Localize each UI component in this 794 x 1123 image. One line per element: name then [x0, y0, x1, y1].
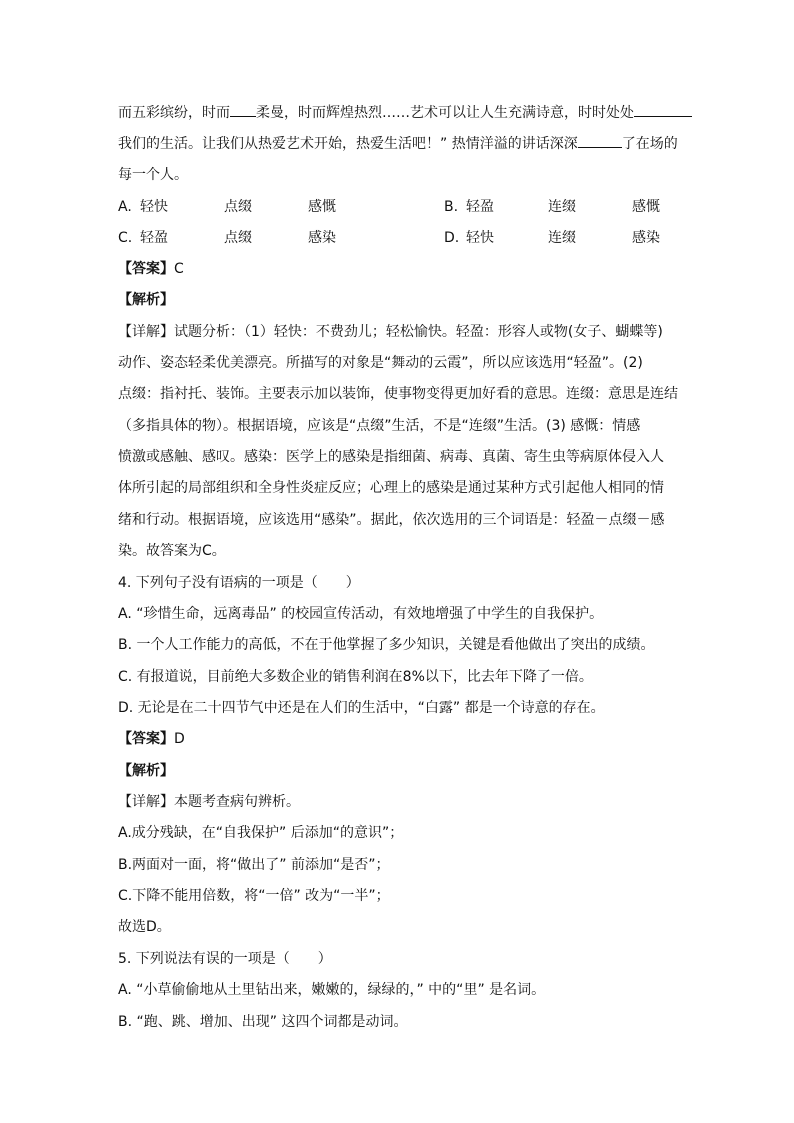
q3-option-d-word-2: 连缀 — [548, 230, 576, 246]
q4-answer — [118, 729, 185, 749]
answer-label: 【答案】 — [118, 731, 174, 747]
q3-detail-line: 点缀：指衬托、装饰。主要表示加以装饰，使事物变得更加好看的意思。连缀：意思是连结 — [118, 386, 678, 402]
q3-option-c-letter: C. — [118, 230, 133, 246]
q5-stem: 5. 下列说法有误的一项是（ ） — [118, 951, 332, 967]
q4-analysis-label: 【解析】 — [118, 763, 174, 779]
q5-option-a: A. “小草偷偷地从土里钻出来，嫩嫩的，绿绿的，” 中的“里” 是名词。 — [118, 982, 546, 998]
q4-option-c: C. 有报道说，目前绝大多数企业的销售利润在8%以下，比去年下降了一倍。 — [118, 669, 593, 685]
q3-detail-line: 愤激或感触、感叹。感染：医学上的感染是指细菌、病毒、真菌、寄生虫等病原体侵入人 — [118, 449, 664, 465]
q3-stem-text: 柔曼，时而辉煌热烈……艺术可以让人生充满诗意，时时处处 — [256, 105, 634, 121]
fill-blank-3 — [578, 133, 622, 148]
fill-blank-2 — [634, 102, 692, 117]
q4-option-b: B. 一个人工作能力的高低，不在于他掌握了多少知识，关键是看他做出了突出的成绩。 — [118, 637, 655, 653]
q4-detail-line: B.两面对一面，将“做出了” 前添加“是否”； — [118, 857, 390, 873]
q3-option-c-word-3: 感染 — [308, 230, 336, 246]
q4-detail-line: 故选D。 — [118, 919, 171, 935]
q3-option-a-word-1: 轻快 — [140, 199, 168, 215]
q3-option-a-letter: A. — [118, 199, 132, 215]
q3-option-a-word-2: 点缀 — [224, 199, 252, 215]
q3-option-d-word-1: 轻快 — [466, 230, 494, 246]
q3-detail-line: （多指具体的物）。根据语境，应该是“点缀”生活，不是“连缀”生活。(3) 感慨：情感 — [118, 418, 641, 434]
q3-option-c-word-2: 点缀 — [224, 230, 252, 246]
q3-stem-text: 了在场的 — [621, 136, 678, 152]
q3-detail-line: 体所引起的局部组织和全身性炎症反应；心理上的感染是通过某种方式引起他人相同的情 — [118, 480, 664, 496]
q3-stem-text: 每一个人。 — [118, 167, 188, 183]
q3-option-b-word-2: 连缀 — [548, 199, 576, 215]
q4-detail-line: C.下降不能用倍数，将“一倍” 改为“一半”； — [118, 888, 390, 904]
q4-detail-line: 【详解】本题考查病句辨析。 — [118, 794, 300, 810]
q3-detail-line: 【详解】试题分析：（1）轻快：不费劲儿；轻松愉快。轻盈：形容人或物(女子、蝴蝶等) — [118, 324, 663, 340]
q3-option-b-letter: B. — [444, 199, 459, 215]
q3-detail-line: 绪和行动。根据语境，应该选用“感染”。据此，依次选用的三个词语是：轻盈－点缀－感 — [118, 512, 665, 528]
q3-analysis-label: 【解析】 — [118, 292, 174, 308]
q4-option-d: D. 无论是在二十四节气中还是在人们的生活中，“白露” 都是一个诗意的存在。 — [118, 700, 605, 716]
q3-detail-line: 染。故答案为C。 — [118, 543, 226, 559]
q3-option-a-word-3: 感慨 — [308, 199, 336, 215]
q3-stem-text: 而五彩缤纷，时而 — [118, 105, 230, 121]
q4-stem: 4. 下列句子没有语病的一项是（ ） — [118, 575, 360, 591]
answer-label: 【答案】 — [118, 261, 174, 277]
q4-option-a: A. “珍惜生命，远离毒品” 的校园宣传活动，有效地增强了中学生的自我保护。 — [118, 606, 604, 622]
q3-stem-line-1 — [118, 102, 692, 123]
answer-value: C — [174, 261, 184, 277]
q3-stem-line-2 — [118, 133, 678, 154]
q3-answer — [118, 259, 184, 279]
q3-detail-line: 动作、姿态轻柔优美漂亮。所描写的对象是“舞动的云霞”，所以应该选用“轻盈”。(2) — [118, 355, 643, 371]
q3-stem-line-3 — [118, 165, 188, 185]
q3-option-d-word-3: 感染 — [632, 230, 660, 246]
fill-blank-1 — [230, 102, 256, 117]
q3-option-c-word-1: 轻盈 — [140, 230, 168, 246]
q5-option-b: B. “跑、跳、增加、出现” 这四个词都是动词。 — [118, 1014, 408, 1030]
q3-stem-text: 我们的生活。让我们从热爱艺术开始，热爱生活吧！” 热情洋溢的讲话深深 — [118, 136, 578, 152]
q3-option-b-word-1: 轻盈 — [466, 199, 494, 215]
answer-value: D — [174, 731, 185, 747]
q3-option-d-letter: D. — [444, 230, 460, 246]
q4-detail-line: A.成分残缺，在“自我保护” 后添加“的意识”； — [118, 825, 404, 841]
q3-option-b-word-3: 感慨 — [632, 199, 660, 215]
